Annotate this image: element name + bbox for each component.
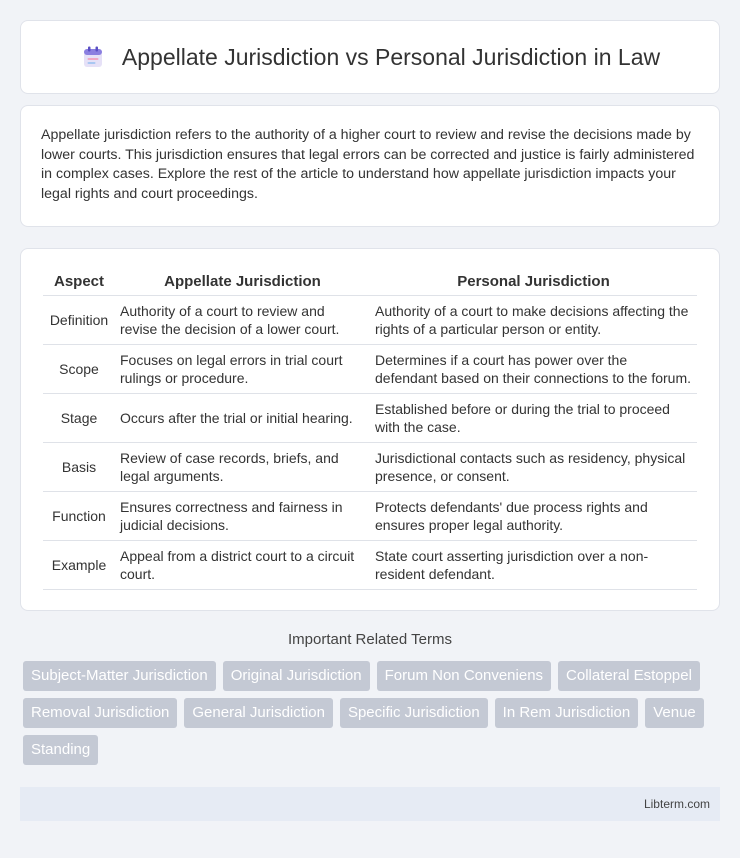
calendar-document-icon — [80, 44, 106, 70]
tag-general-jurisdiction[interactable]: General Jurisdiction — [184, 698, 333, 728]
comparison-table — [43, 269, 697, 590]
row-aspect: Definition — [43, 296, 115, 345]
row-personal: Protects defendants' due process rights and ensures proper legal authority. — [370, 492, 697, 541]
table-row — [43, 492, 697, 541]
page-title: Appellate Jurisdiction vs Personal Jurisdiction in Law — [121, 43, 661, 70]
footer — [20, 787, 720, 821]
row-appellate: Occurs after the trial or initial hearing. — [115, 394, 370, 443]
tag-removal-jurisdiction[interactable]: Removal Jurisdiction — [23, 698, 177, 728]
header-aspect: Aspect — [43, 269, 115, 296]
row-appellate: Review of case records, briefs, and legal arguments. — [115, 443, 370, 492]
comparison-table-card — [20, 248, 720, 611]
row-aspect: Example — [43, 541, 115, 590]
tag-collateral-estoppel[interactable]: Collateral Estoppel — [558, 661, 700, 691]
tag-in-rem-jurisdiction[interactable]: In Rem Jurisdiction — [495, 698, 639, 728]
title-card — [20, 20, 720, 94]
row-personal: State court asserting jurisdiction over a non-resident defendant. — [370, 541, 697, 590]
header-appellate: Appellate Jurisdiction — [115, 269, 370, 296]
table-row — [43, 443, 697, 492]
tag-specific-jurisdiction[interactable]: Specific Jurisdiction — [340, 698, 488, 728]
tag-standing[interactable]: Standing — [23, 735, 98, 765]
row-appellate: Authority of a court to review and revise the decision of a lower court. — [115, 296, 370, 345]
tag-forum-non-conveniens[interactable]: Forum Non Conveniens — [377, 661, 551, 691]
row-aspect: Stage — [43, 394, 115, 443]
footer-site-link[interactable]: Libterm.com — [643, 797, 710, 811]
related-terms-list — [20, 661, 720, 765]
table-header-row — [43, 269, 697, 296]
row-aspect: Basis — [43, 443, 115, 492]
row-aspect: Function — [43, 492, 115, 541]
table-row — [43, 345, 697, 394]
row-appellate: Focuses on legal errors in trial court rulings or procedure. — [115, 345, 370, 394]
table-row — [43, 394, 697, 443]
row-personal: Jurisdictional contacts such as residency, physical presence, or consent. — [370, 443, 697, 492]
row-personal: Established before or during the trial to proceed with the case. — [370, 394, 697, 443]
row-personal: Determines if a court has power over the defendant based on their connections to the forum. — [370, 345, 697, 394]
row-aspect: Scope — [43, 345, 115, 394]
tag-subject-matter-jurisdiction[interactable]: Subject-Matter Jurisdiction — [23, 661, 216, 691]
tag-venue[interactable]: Venue — [645, 698, 704, 728]
row-appellate: Ensures correctness and fairness in judicial decisions. — [115, 492, 370, 541]
header-personal: Personal Jurisdiction — [370, 269, 697, 296]
table-row — [43, 541, 697, 590]
tag-original-jurisdiction[interactable]: Original Jurisdiction — [223, 661, 370, 691]
intro-card — [20, 105, 720, 227]
row-appellate: Appeal from a district court to a circuit court. — [115, 541, 370, 590]
row-personal: Authority of a court to make decisions affecting the rights of a particular person or entity. — [370, 296, 697, 345]
related-terms-heading: Important Related Terms — [288, 631, 452, 648]
intro-text: Appellate jurisdiction refers to the authority of a higher court to review and revise the decisions made by lower courts. This jurisdiction ensures that legal errors can be corrected and justice is fairly administered in complex cases. Explore the rest of the article to understand how appellate jurisdiction impacts your legal rights and court proceedings. — [41, 127, 695, 202]
table-row — [43, 296, 697, 345]
